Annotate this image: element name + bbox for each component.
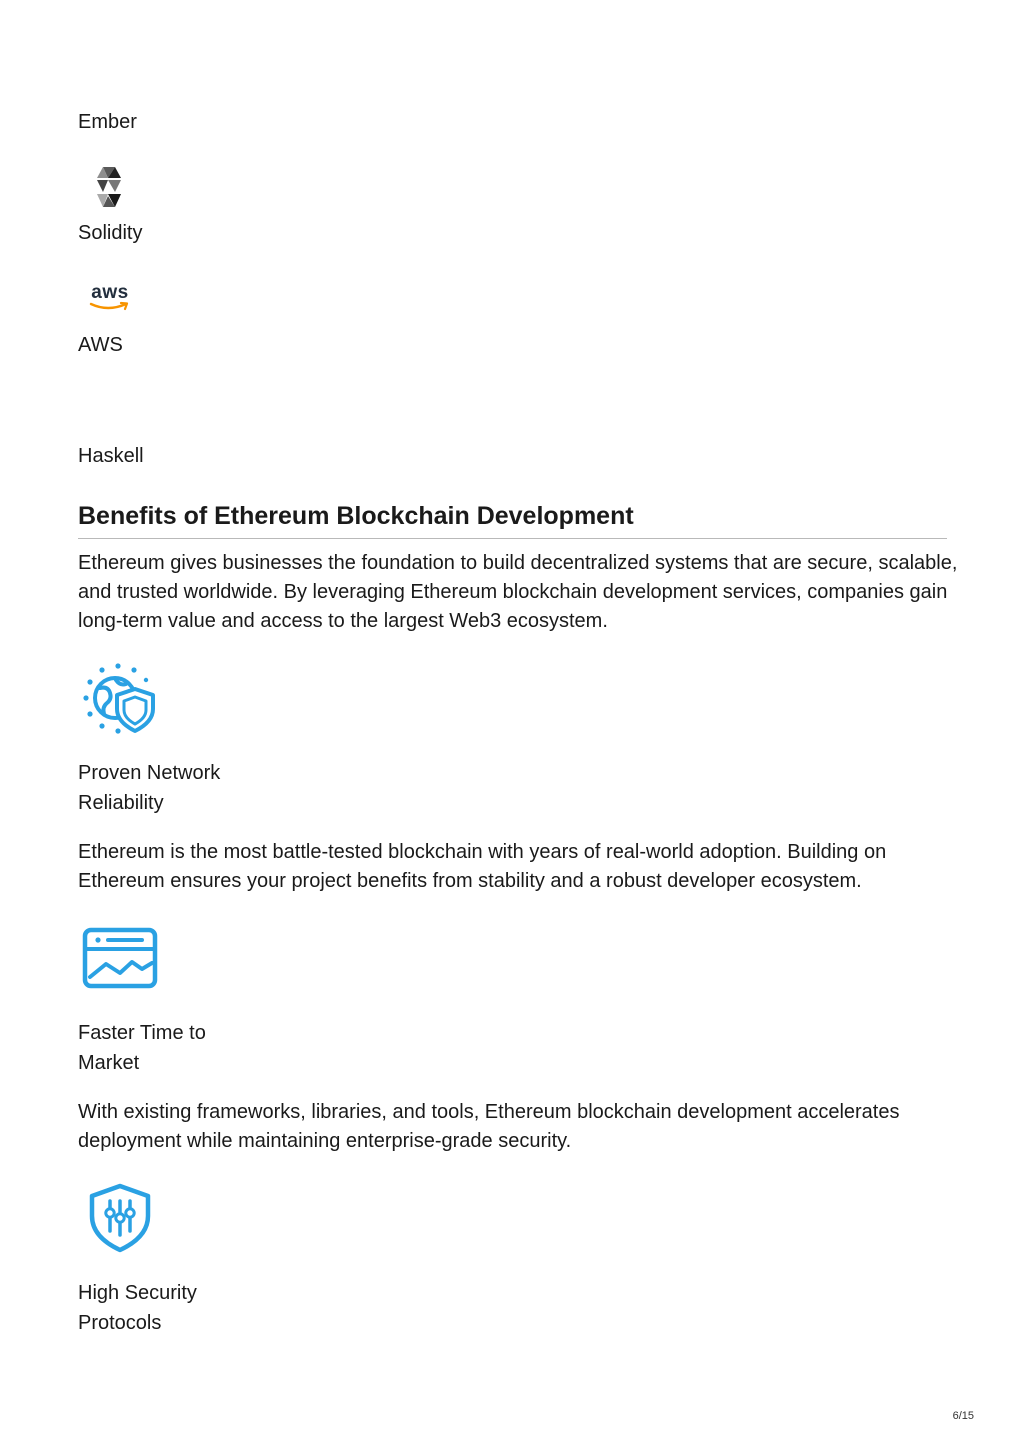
section-intro: Ethereum gives businesses the foundation to build decentralized systems that are secure, scalable, and trusted worldwide. By leveraging Ethereum blockchain development services, companies gain long-term value and access to the largest Web3 ecosystem.	[78, 552, 958, 632]
aws-logo-wordmark: aws	[91, 282, 129, 303]
shield-settings-icon	[88, 1183, 152, 1253]
benefit-title-line: Faster Time to	[78, 1022, 206, 1044]
benefit-title-line: Proven Network	[78, 762, 221, 784]
solidity-logo-icon	[94, 166, 124, 208]
benefit-title-high-security	[78, 1279, 298, 1338]
heading-divider	[78, 538, 947, 539]
tech-label-ember: Ember	[78, 111, 137, 133]
tech-label-haskell: Haskell	[78, 445, 144, 467]
aws-logo-icon	[88, 283, 132, 315]
tech-label-solidity: Solidity	[78, 222, 143, 244]
benefit-title-line: High Security	[78, 1282, 197, 1304]
benefit-title-faster-time	[78, 1019, 298, 1078]
benefit-title-proven-network	[78, 759, 298, 818]
benefit-description-faster-time: With existing frameworks, libraries, and tools, Ethereum blockchain development accelerates deployment while maintaining enterprise-grade security.	[78, 1101, 900, 1152]
tech-label-aws: AWS	[78, 334, 123, 356]
benefit-title-line: Market	[78, 1051, 140, 1074]
benefit-description-proven-network: Ethereum is the most battle-tested blockchain with years of real-world adoption. Building on Ethereum ensures your project benefits from stability and a robust developer ecosystem.	[78, 841, 887, 892]
browser-chart-icon	[82, 927, 158, 989]
section-heading: Benefits of Ethereum Blockchain Development	[78, 502, 634, 530]
page-number: 6/15	[952, 1410, 974, 1422]
globe-shield-icon	[82, 662, 158, 736]
benefit-title-line: Protocols	[78, 1311, 162, 1334]
benefit-title-line: Reliability	[78, 791, 164, 814]
